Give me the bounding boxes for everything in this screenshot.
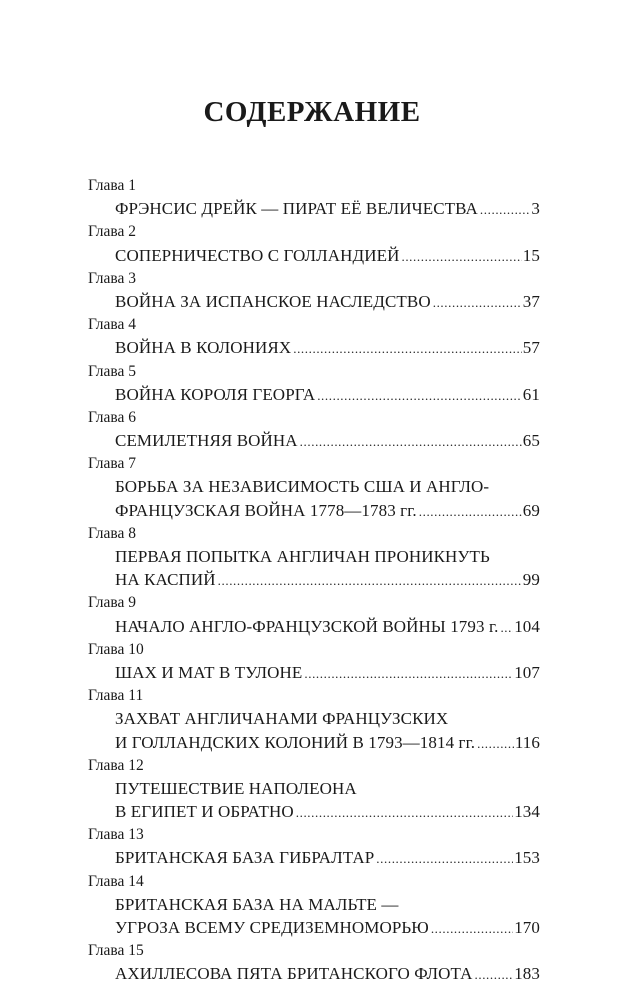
leader-dots [475,963,514,986]
page-number: 107 [514,662,540,682]
chapter-title-line [88,615,540,638]
chapter-title-line: ЗАХВАТ АНГЛИЧАНАМИ ФРАНЦУЗСКИХ [115,709,449,729]
chapter-title-text: НА КАСПИЙ [115,570,216,590]
chapter-title-line: ПУТЕШЕСТВИЕ НАПОЛЕОНА [115,778,357,798]
chapter-title-line [88,731,540,754]
page-number: 116 [514,732,540,752]
leader-dots [500,616,513,639]
chapter-number: Глава 6 [88,408,137,426]
page-number: 99 [522,570,540,590]
page-number: 170 [514,918,540,937]
leader-dots [431,917,513,940]
chapter-title-text: СОПЕРНИЧЕСТВО С ГОЛЛАНДИЕЙ [115,245,400,265]
leader-dots [293,337,522,360]
page-number: 57 [522,338,540,358]
chapter-number: Глава 12 [88,756,144,774]
leader-dots [376,847,513,870]
chapter-number: Глава 5 [88,362,137,380]
toc-entry [88,220,540,266]
chapter-number: Глава 10 [88,640,144,658]
chapter-title-text: АХИЛЛЕСОВА ПЯТА БРИТАНСКОГО ФЛОТА [115,964,473,984]
toc-entry [88,684,540,754]
chapter-title-line [88,846,540,869]
leader-dots [300,430,522,453]
leader-dots [218,569,522,592]
toc-entry [88,591,540,637]
page-number: 134 [514,802,540,822]
chapter-title-line: ПЕРВАЯ ПОПЫТКА АНГЛИЧАН ПРОНИКНУТЬ [115,547,490,566]
toc-entry [88,870,540,940]
page-number: 65 [522,431,540,451]
toc-entry [88,452,540,522]
chapter-title-text: БРИТАНСКАЯ БАЗА ГИБРАЛТАР [115,848,375,868]
chapter-number: Глава 2 [88,223,137,241]
toc-entry [88,360,540,406]
toc-entry [88,313,540,359]
chapter-title-line [88,568,540,591]
chapter-title-line [88,499,540,522]
chapter-title-text: В ЕГИПЕТ И ОБРАТНО [115,802,294,822]
page-number: 104 [514,616,540,636]
page-number: 61 [522,384,540,404]
chapter-number: Глава 7 [88,455,137,473]
leader-dots [296,801,513,824]
chapter-number: Глава 9 [88,594,137,612]
leader-dots [317,384,522,407]
chapter-number: Глава 11 [88,687,144,705]
chapter-title-text: ФРЭНСИС ДРЕЙК — ПИРАТ ЕЁ ВЕЛИЧЕСТВА [115,199,478,219]
chapter-number: Глава 15 [88,942,144,960]
chapter-title-text: ШАХ И МАТ В ТУЛОНЕ [115,662,303,682]
toc-entry [88,522,540,592]
chapter-title-text: УГРОЗА ВСЕМУ СРЕДИЗЕМНОМОРЬЮ [115,918,429,937]
chapter-number: Глава 14 [88,872,144,890]
chapter-number: Глава 4 [88,316,137,334]
chapter-number: Глава 3 [88,269,137,287]
leader-dots [480,198,530,221]
table-of-contents [88,174,540,986]
chapter-title-text: И ГОЛЛАНДСКИХ КОЛОНИЙ В 1793—1814 гг. [115,732,476,752]
toc-entry [88,406,540,452]
toc-entry [88,754,540,824]
page-title: СОДЕРЖАНИЕ [203,96,421,128]
chapter-title-line [88,916,540,939]
leader-dots [401,245,521,268]
chapter-title-line [88,429,540,452]
chapter-title-line [88,383,540,406]
leader-dots [304,662,513,685]
leader-dots [477,732,514,755]
leader-dots [433,291,522,314]
chapter-title-line: БОРЬБА ЗА НЕЗАВИСИМОСТЬ США И АНГЛО- [115,477,490,497]
chapter-title-text: ВОЙНА ЗА ИСПАНСКОЕ НАСЛЕДСТВО [115,291,431,311]
page-number: 153 [514,848,540,868]
page-number: 183 [514,964,540,984]
chapter-title-text: ФРАНЦУЗСКАЯ ВОЙНА 1778—1783 гг. [115,500,417,520]
chapter-title-line: БРИТАНСКАЯ БАЗА НА МАЛЬТЕ — [115,894,399,914]
chapter-number: Глава 13 [88,826,144,844]
page-number: 37 [522,291,540,311]
page-number: 69 [522,500,540,520]
chapter-title-line [88,661,540,684]
chapter-title-line [88,962,540,985]
chapter-title-line [88,197,540,220]
chapter-title-text: НАЧАЛО АНГЛО-ФРАНЦУЗСКОЙ ВОЙНЫ 1793 г. [115,616,499,636]
chapter-title-line [88,244,540,267]
page-number: 3 [531,199,540,219]
toc-entry [88,267,540,313]
chapter-title-text: СЕМИЛЕТНЯЯ ВОЙНА [115,431,298,451]
chapter-number: Глава 1 [88,177,137,194]
chapter-title-text: ВОЙНА КОРОЛЯ ГЕОРГА [115,384,316,404]
chapter-number: Глава 8 [88,524,137,542]
page-number: 15 [522,245,540,265]
leader-dots [419,500,522,523]
toc-entry [88,638,540,684]
chapter-title-line [88,336,540,359]
chapter-title-line [88,800,540,823]
chapter-title-line [88,290,540,313]
toc-entry [88,823,540,869]
chapter-title-text: ВОЙНА В КОЛОНИЯХ [115,338,292,358]
toc-entry [88,174,540,220]
toc-entry [88,939,540,985]
